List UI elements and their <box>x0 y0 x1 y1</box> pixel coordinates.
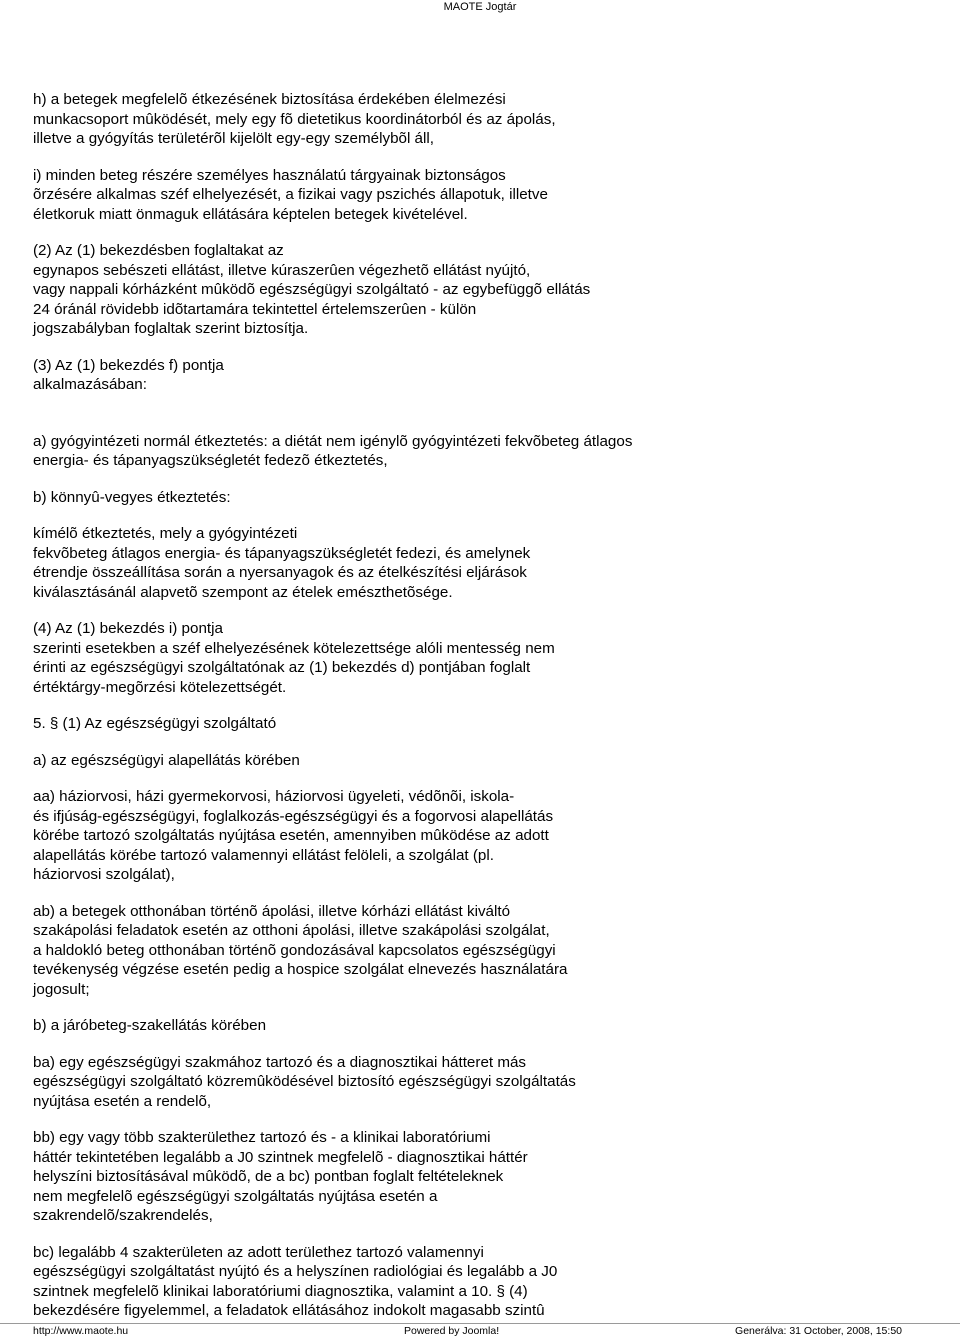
text-line: h) a betegek megfelelõ étkezésének biztosítása érdekében élelmezési <box>33 91 506 108</box>
paragraph <box>33 751 933 771</box>
text-line: étrendje összeállítása során a nyersanyagok és az ételkészítési eljárások <box>33 564 527 581</box>
text-line: szintnek megfelelõ klinikai laboratóriumi diagnosztika, valamint a 10. § (4) <box>33 1282 528 1300</box>
text-line: (4) Az (1) bekezdés i) pontja <box>33 620 223 637</box>
text-line: körébe tartozó szolgáltatás nyújtása esetén, amennyiben mûködése az adott <box>33 827 549 844</box>
text-line: a) az egészségügyi alapellátás körében <box>33 751 300 769</box>
text-line: nem megfelelõ egészségügyi szolgáltatás nyújtása esetén a <box>33 1187 438 1205</box>
text-line: tevékenység végzése esetén pedig a hospice szolgálat elnevezés használatára <box>33 961 568 978</box>
text-line: illetve a gyógyítás területérõl kijelölt egy-egy személybõl áll, <box>33 130 434 147</box>
paragraph <box>33 524 933 602</box>
text-line: nyújtása esetén a rendelõ, <box>33 1092 212 1110</box>
text-line: energia- és tápanyagszükségletét fedezõ étkeztetés, <box>33 452 388 469</box>
paragraph <box>33 1243 933 1321</box>
text-line: 5. § (1) Az egészségügyi szolgáltató <box>33 715 277 732</box>
text-line: vagy nappali kórházként mûködõ egészségügyi szolgáltató - az egybefüggõ ellátás <box>33 281 591 298</box>
text-line: és ifjúság-egészségügyi, foglalkozás-egészségügyi és a fogorvosi alapellátás <box>33 807 554 825</box>
paragraph <box>33 432 933 471</box>
paragraph <box>33 1016 933 1036</box>
paragraph <box>33 356 933 395</box>
text-line: 24 óránál rövidebb idõtartamára tekintettel értelemszerûen - külön <box>33 300 477 318</box>
text-line: ba) egy egészségügyi szakmához tartozó és a diagnosztikai hátteret más <box>33 1053 527 1071</box>
text-line: életkoruk miatt önmaguk ellátására képtelen betegek kivételével. <box>33 205 468 223</box>
text-line: i) minden beteg részére személyes használatú tárgyainak biztonságos <box>33 166 506 184</box>
paragraph <box>33 902 933 1000</box>
text-line: szerinti esetekben a széf elhelyezésének kötelezettsége alóli mentesség nem <box>33 639 555 657</box>
text-line: alapellátás körébe tartozó valamennyi ellátást felöleli, a szolgálat (pl. <box>33 846 494 864</box>
footer-url-link[interactable]: http://www.maote.hu <box>33 1325 129 1337</box>
paragraph <box>33 1128 933 1226</box>
text-line: helyszíni biztosításával mûködõ, de a bc) pontban foglalt feltételeknek <box>33 1168 504 1185</box>
text-line: egészségügyi szolgáltató közremûködésével biztosító egészségügyi szolgáltatás <box>33 1073 576 1090</box>
paragraph <box>33 241 933 339</box>
paragraph <box>33 90 933 149</box>
text-line: kímélõ étkeztetés, mely a gyógyintézeti <box>33 525 298 542</box>
text-line: (3) Az (1) bekezdés f) pontja <box>33 356 224 374</box>
paragraph <box>33 619 933 697</box>
text-line: egynapos sebészeti ellátást, illetve kúraszerûen végezhetõ ellátást nyújtó, <box>33 261 531 279</box>
header-title: MAOTE Jogtár <box>443 1 517 13</box>
text-line: értéktárgy-megõrzési kötelezettségét. <box>33 678 287 696</box>
text-line: kiválasztásánál alapvetõ szempont az ételek emészthetõsége. <box>33 583 453 601</box>
text-line: munkacsoport mûködését, mely egy fõ dietetikus koordinátorból és az ápolás, <box>33 110 556 128</box>
text-line: õrzésére alkalmas széf elhelyezését, a fizikai vagy pszichés állapotuk, illetve <box>33 186 548 203</box>
text-line: (2) Az (1) bekezdésben foglaltakat az <box>33 242 284 259</box>
text-line: egészségügyi szolgáltatást nyújtó és a helyszínen radiológiai és legalább a J0 <box>33 1263 558 1280</box>
text-line: ab) a betegek otthonában történõ ápolási, illetve kórházi ellátást kiváltó <box>33 902 511 920</box>
text-line: szakrendelõ/szakrendelés, <box>33 1207 213 1224</box>
text-line: b) könnyû-vegyes étkeztetés: <box>33 488 231 506</box>
text-line: b) a járóbeteg-szakellátás körében <box>33 1017 267 1034</box>
paragraph <box>33 1053 933 1112</box>
text-line: bc) legalább 4 szakterületen az adott területhez tartozó valamennyi <box>33 1243 484 1261</box>
paragraph <box>33 166 933 225</box>
paragraph <box>33 787 933 885</box>
text-line: jogszabályban foglaltak szerint biztosítja. <box>33 320 309 337</box>
text-line: a) gyógyintézeti normál étkeztetés: a diétát nem igénylõ gyógyintézeti fekvõbeteg átlagos <box>33 432 633 450</box>
text-line: háziorvosi szolgálat), <box>33 866 175 883</box>
paragraph <box>33 488 933 508</box>
page-footer <box>0 1324 960 1338</box>
text-line: bb) egy vagy több szakterülethez tartozó és - a klinikai laboratóriumi <box>33 1129 491 1146</box>
text-line: jogosult; <box>33 980 90 998</box>
text-line: bekezdésére figyelemmel, a feladatok ellátásához indokolt magasabb szintû <box>33 1302 545 1319</box>
paragraph <box>33 714 933 734</box>
footer-powered-by: Powered by Joomla! <box>404 1325 500 1337</box>
text-line: érinti az egészségügyi szolgáltatónak az (1) bekezdés d) pontjában foglalt <box>33 659 531 676</box>
text-line: a haldokló beteg otthonában történõ gondozásával kapcsolatos egészségügyi <box>33 941 556 959</box>
text-line: fekvõbeteg átlagos energia- és tápanyagszükségletét fedezi, és amelynek <box>33 544 531 562</box>
text-line: alkalmazásában: <box>33 376 147 393</box>
footer-generated-date: Generálva: 31 October, 2008, 15:50 <box>735 1325 902 1337</box>
text-line: szakápolási feladatok esetén az otthoni ápolási, illetve szakápolási szolgálat, <box>33 922 550 939</box>
document-body <box>33 73 933 1321</box>
text-line: aa) háziorvosi, házi gyermekorvosi, háziorvosi ügyeleti, védõnõi, iskola- <box>33 788 515 805</box>
text-line: háttér tekintetében legalább a J0 szintnek megfelelõ - diagnosztikai háttér <box>33 1148 528 1166</box>
page-header <box>0 0 960 13</box>
